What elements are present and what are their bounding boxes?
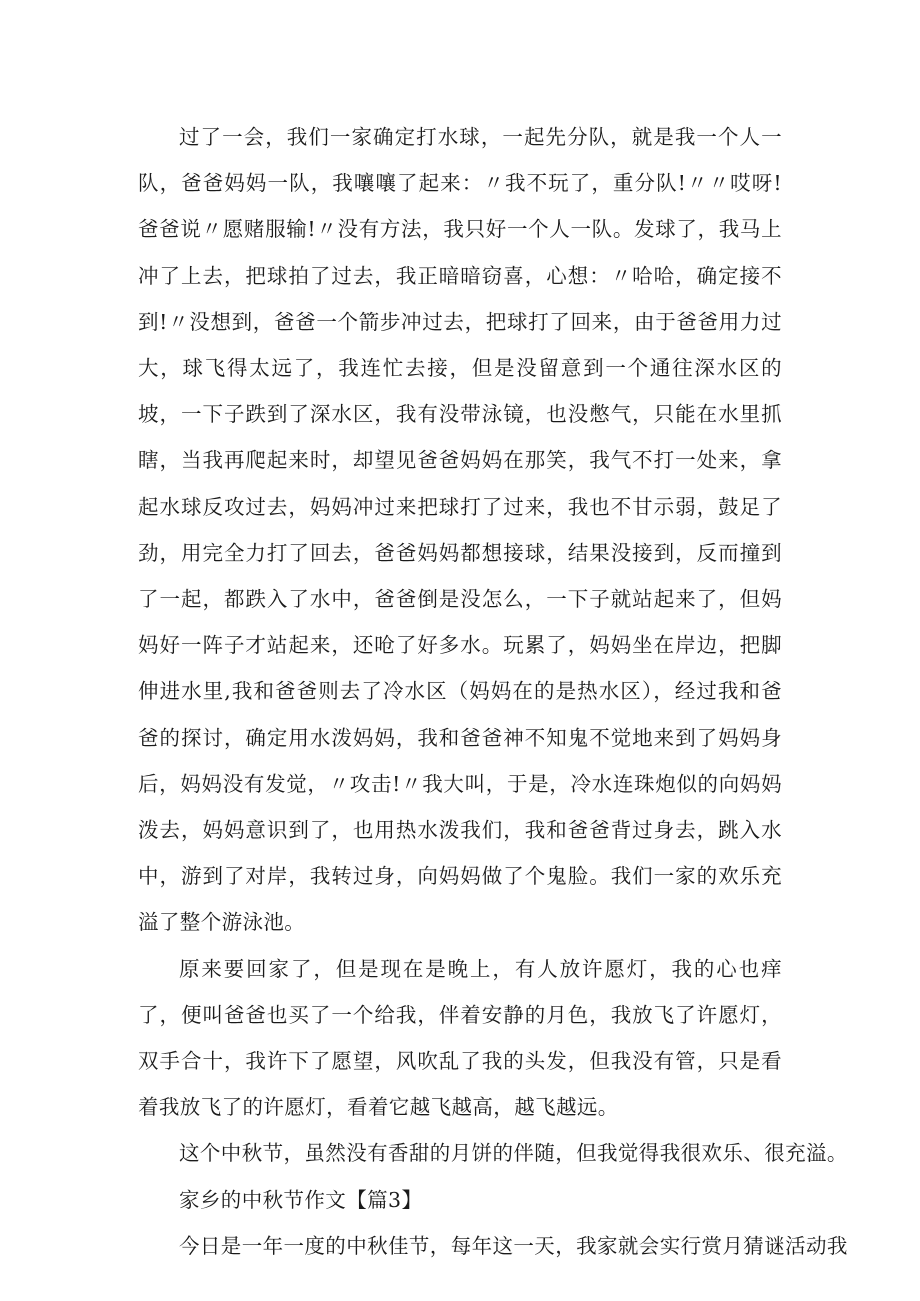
- paragraph-water-ball: 过了一会，我们一家确定打水球，一起先分队，就是我一个人一队，爸爸妈妈一队，我嚷嚷了起来：〃我不玩了，重分队!〃〃哎呀!爸爸说〃愿赌服输!〃没有方法，我只好一个人一队。发球了，我马上冲了上去，把球拍了过去，我正暗暗窃喜，心想：〃哈哈，确定接不到!〃没想到，爸爸一个箭步冲过去，把球打了回来，由于爸爸用力过大，球飞得太远了，我连忙去接，但是没留意到一个通往深水区的坡，一下子跌到了深水区，我有没带泳镜，也没憋气，只能在水里抓瞎，当我再爬起来时，却望见爸爸妈妈在那笑，我气不打一处来，拿起水球反攻过去，妈妈冲过来把球打了过来，我也不甘示弱，鼓足了劲，用完全力打了回去，爸爸妈妈都想接球，结果没接到，反而撞到了一起，都跌入了水中，爸爸倒是没怎么，一下子就站起来了，但妈妈好一阵子才站起来，还呛了好多水。玩累了，妈妈坐在岸边，把脚伸进水里,我和爸爸则去了冷水区（妈妈在的是热水区），经过我和爸爸的探讨，确定用水泼妈妈，我和爸爸神不知鬼不觉地来到了妈妈身后，妈妈没有发觉，〃攻击!〃我大叫，于是，冷水连珠炮似的向妈妈泼去，妈妈意识到了，也用热水泼我们，我和爸爸背过身去，跳入水中，游到了对岸，我转过身，向妈妈做了个鬼脸。我们一家的欢乐充溢了整个游泳池。: [138, 125, 782, 935]
- section-heading: 家乡的中秋节作文【篇3】: [179, 1187, 423, 1212]
- document-page: [138, 114, 848, 1269]
- paragraph-wish-lantern: 原来要回家了，但是现在是晚上，有人放许愿灯，我的心也痒了，便叫爸爸也买了一个给我，伴着安静的月色，我放飞了许愿灯，双手合十，我许下了愿望，风吹乱了我的头发，但我没有管，只是看着我放飞了的许愿灯，看着它越飞越高，越飞越远。: [138, 956, 782, 1120]
- paragraph-conclusion: 这个中秋节，虽然没有香甜的月饼的伴随，但我觉得我很欢乐、很充溢。: [179, 1141, 848, 1166]
- paragraph-opening: 今日是一年一度的中秋佳节，每年这一天，我家就会实行赏月猜谜活动我: [179, 1233, 848, 1258]
